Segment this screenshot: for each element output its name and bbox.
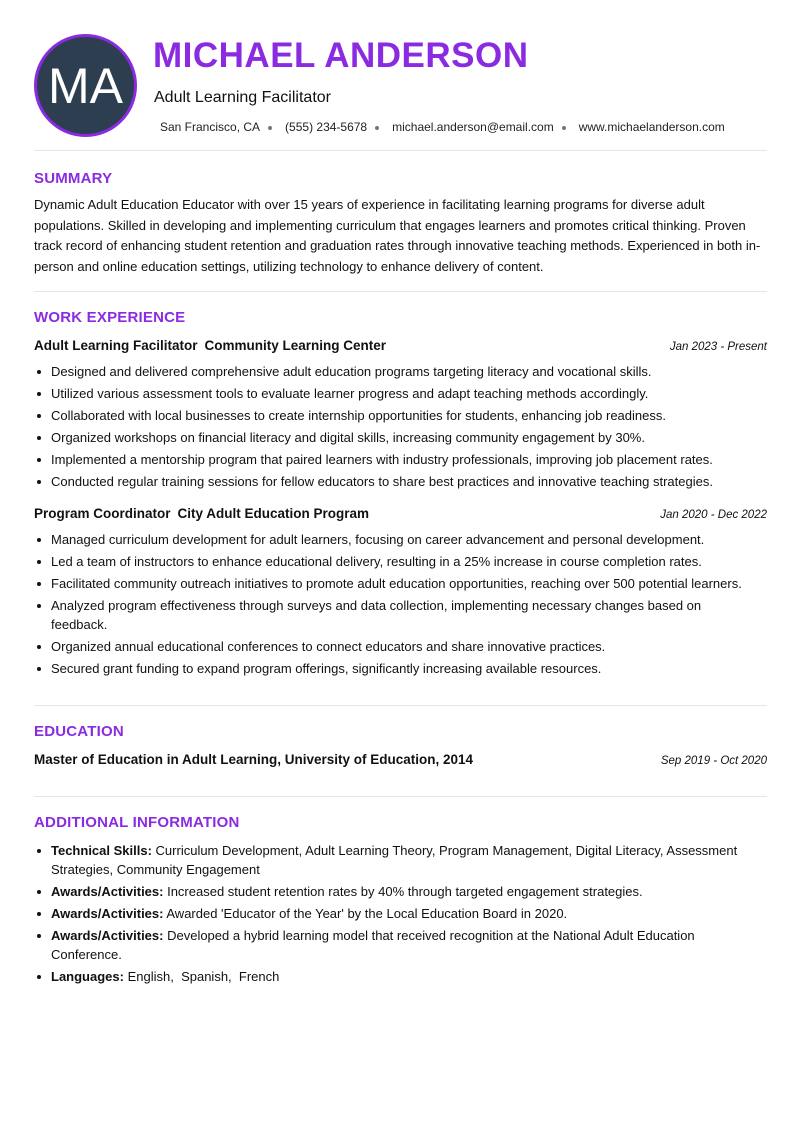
education-divider [34,796,767,797]
item-label: Languages: [51,969,124,984]
item-text: Curriculum Development, Adult Learning Theory, Program Management, Digital Literacy, Assessment Strategies, Community Engagement [51,843,738,877]
bullet-separator-icon [375,126,379,130]
list-item: Secured grant funding to expand program offerings, significantly increasing available resources. [34,659,770,678]
avatar-initials: MA [48,57,123,114]
item-text: Increased student retention rates by 40% through targeted engagement strategies. [167,884,643,899]
bullet-separator-icon [268,126,272,130]
list-item: Led a team of instructors to enhance educational delivery, resulting in a 25% increase in course completion rates. [34,552,770,571]
list-item: Designed and delivered comprehensive adult education programs targeting literacy and vocational skills. [34,362,770,381]
item-label: Awards/Activities: [51,906,164,921]
job-role-company [34,338,386,353]
list-item [34,841,764,879]
bullet-separator-icon [562,126,566,130]
list-item: Analyzed program effectiveness through surveys and data collection, implementing necessary changes based on feedback. [34,596,770,634]
job-role: Program Coordinator [34,506,171,521]
list-item [34,926,764,964]
item-label: Technical Skills: [51,843,152,858]
contact-email[interactable]: michael.anderson@email.com [392,120,554,134]
education-row [34,752,767,767]
item-text: Developed a hybrid learning model that received recognition at the National Adult Education Conference. [51,928,695,962]
list-item: Conducted regular training sessions for fellow educators to share best practices and innovative teaching strategies. [34,472,770,491]
job-header [34,506,767,521]
job-header [34,338,767,353]
additional-info-heading: ADDITIONAL INFORMATION [34,814,240,831]
list-item [34,882,764,901]
item-text: Awarded 'Educator of the Year' by the Local Education Board in 2020. [166,906,568,921]
job-bullets [34,530,770,681]
additional-info-list [34,841,764,989]
list-item: Implemented a mentorship program that paired learners with industry professionals, improving job placement rates. [34,450,770,469]
summary-text: Dynamic Adult Education Educator with over 15 years of experience in facilitating learning programs for diverse adult populations. Skilled in developing and implementing curriculum that engages learners and promotes critical thinking. Proven track record of enhancing student retention and graduation rates through innovative teaching methods. Experienced in both in-person and online education settings, utilizing technology to enhance delivery of content. [34,197,761,274]
education-heading: EDUCATION [34,723,124,740]
list-item: Managed curriculum development for adult learners, focusing on career advancement and personal development. [34,530,770,549]
header-divider [34,150,767,151]
job-company: Community Learning Center [204,338,387,353]
summary-divider [34,291,767,292]
list-item: Utilized various assessment tools to evaluate learner progress and adapt teaching methods accordingly. [34,384,770,403]
job-role: Adult Learning Facilitator [34,338,198,353]
candidate-name: MICHAEL ANDERSON [153,36,529,75]
list-item [34,904,764,923]
list-item [34,967,764,986]
item-label: Awards/Activities: [51,884,164,899]
candidate-title: Adult Learning Facilitator [154,89,331,106]
contact-location: San Francisco, CA [160,120,261,134]
item-label: Awards/Activities: [51,928,164,943]
job-company: City Adult Education Program [177,506,370,521]
list-item: Collaborated with local businesses to create internship opportunities for students, enhancing job readiness. [34,406,770,425]
job-bullets [34,362,770,494]
avatar [34,34,137,137]
job-dates: Jan 2023 - Present [669,341,767,353]
contact-website[interactable]: www.michaelanderson.com [578,120,725,134]
education-dates: Sep 2019 - Oct 2020 [660,755,767,767]
list-item: Organized annual educational conferences to connect educators and share innovative practices. [34,637,770,656]
education-degree: Master of Education in Adult Learning, University of Education, 2014 [34,752,474,767]
list-item: Organized workshops on financial literacy and digital skills, increasing community engagement by 30%. [34,428,770,447]
job-dates: Jan 2020 - Dec 2022 [660,509,767,521]
work-experience-heading: WORK EXPERIENCE [34,309,186,326]
job-role-company [34,506,369,521]
experience-divider [34,705,767,706]
item-text: English, Spanish, French [127,969,280,984]
summary-heading: SUMMARY [34,170,113,187]
list-item: Facilitated community outreach initiatives to promote adult education opportunities, reaching over 500 potential learners. [34,574,770,593]
contact-phone[interactable]: (555) 234-5678 [285,120,368,134]
contact-line [160,120,725,134]
